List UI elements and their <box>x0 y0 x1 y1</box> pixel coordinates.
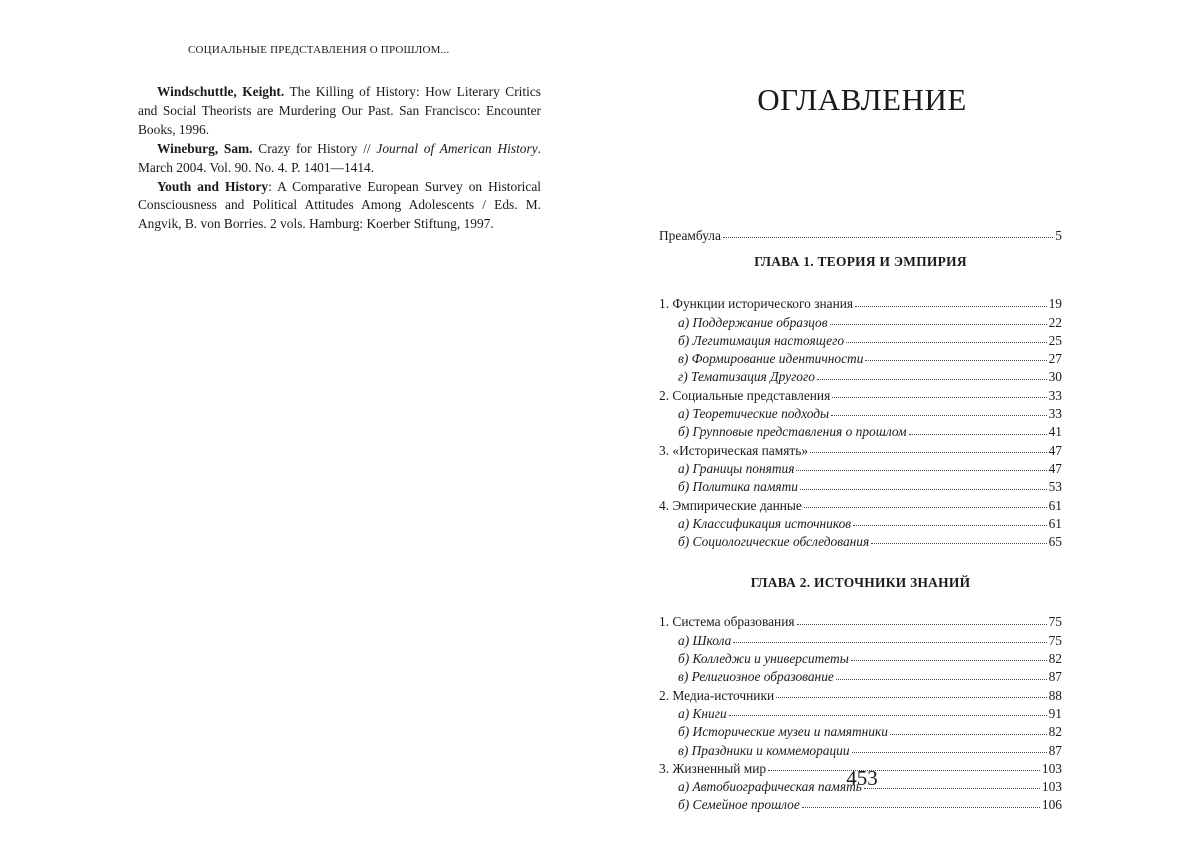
toc-entry <box>659 497 1062 515</box>
toc-entry-text: 3. Жизненный мир <box>659 760 767 776</box>
toc-entry-text: а) Границы понятия <box>678 460 795 476</box>
bib-author: Youth and History <box>157 178 269 194</box>
toc-entry <box>659 613 1062 631</box>
toc-entry-text: б) Групповые представления о прошлом <box>678 424 907 440</box>
toc-entry-text: а) Классификация источников <box>678 515 852 531</box>
toc-entry-text: б) Политика памяти <box>678 479 798 495</box>
toc-leader-dots <box>832 396 1046 398</box>
bib-text: Crazy for History // <box>252 140 377 156</box>
toc-leader-dots <box>909 433 1047 435</box>
toc-leader-dots <box>852 751 1047 753</box>
toc-entry-text: б) Легитимация настоящего <box>678 332 845 348</box>
toc-entry-text: в) Формирование идентичности <box>678 351 864 367</box>
chapter-2-heading: ГЛАВА 2. ИСТОЧНИКИ ЗНАНИЙ <box>750 575 971 591</box>
toc-entry-page: 33 <box>1048 406 1062 422</box>
toc-entry-page: 5 <box>1055 228 1062 243</box>
bibliography-entry <box>138 83 541 140</box>
toc-entry-page: 91 <box>1048 705 1062 721</box>
toc-entry-text: в) Религиозное образование <box>678 669 834 685</box>
toc-entry <box>659 650 1062 668</box>
toc-entry-text: б) Социологические обследования <box>678 534 870 550</box>
toc-entry <box>659 533 1062 551</box>
toc-entry <box>659 314 1062 332</box>
toc-leader-dots <box>890 733 1047 735</box>
chapter-1-entries <box>659 295 1062 551</box>
toc-entry-text: 2. Социальные представления <box>659 387 831 403</box>
toc-entry-page: 103 <box>1041 760 1062 776</box>
toc-entry-page: 33 <box>1048 387 1062 403</box>
toc-entry-text: г) Тематизация Другого <box>678 369 815 385</box>
toc-leader-dots <box>817 378 1047 380</box>
toc-entry-page: 61 <box>1048 497 1062 513</box>
toc-entry-page: 82 <box>1048 724 1062 740</box>
toc-entry-text: а) Школа <box>678 632 732 648</box>
toc-entry-page: 87 <box>1048 742 1062 758</box>
table-of-contents <box>659 227 1062 815</box>
toc-leader-dots <box>830 323 1047 325</box>
toc-entry <box>659 332 1062 350</box>
toc-leader-dots <box>776 696 1046 698</box>
toc-entry <box>659 295 1062 313</box>
toc-entry-preamble <box>659 227 1062 245</box>
toc-leader-dots <box>853 524 1046 526</box>
toc-entry-text: а) Теоретические подходы <box>678 406 830 422</box>
toc-entry <box>659 478 1062 496</box>
toc-entry-text: 1. Система образования <box>659 614 795 630</box>
toc-entry-page: 22 <box>1048 314 1062 330</box>
toc-leader-dots <box>804 506 1047 508</box>
toc-entry-text: а) Автобиографическая память <box>678 779 862 795</box>
toc-entry <box>659 405 1062 423</box>
toc-entry <box>659 442 1062 460</box>
bibliography <box>138 83 541 234</box>
toc-leader-dots <box>810 451 1047 453</box>
bib-text: : A Comparative European Survey on Historical Consciousness and Political Attitudes Among Adolescents / Eds. M. Angvik, B. von Borries. 2 vols. Hamburg: Koerber Stiftung, 1997. <box>138 178 541 232</box>
right-page <box>600 0 1200 848</box>
toc-entry <box>659 460 1062 478</box>
toc-entry <box>659 705 1062 723</box>
toc-leader-dots <box>846 341 1047 343</box>
toc-entry <box>659 742 1062 760</box>
toc-leader-dots <box>723 236 1053 238</box>
bib-author: Windschuttle, Keight. <box>157 84 285 99</box>
toc-title: ОГЛАВЛЕНИЕ <box>757 82 967 117</box>
toc-entry <box>659 796 1062 814</box>
toc-entry-page: 103 <box>1041 779 1062 795</box>
toc-entry <box>659 350 1062 368</box>
bibliography-entry <box>138 140 541 178</box>
toc-entry <box>659 423 1062 441</box>
toc-entry-page: 87 <box>1048 669 1062 685</box>
toc-entry-page: 61 <box>1048 515 1062 531</box>
toc-entry-text: 2. Медиа-источники <box>659 687 775 703</box>
toc-leader-dots <box>851 659 1047 661</box>
toc-entry-page: 25 <box>1048 332 1062 348</box>
toc-entry <box>659 723 1062 741</box>
bib-author: Wineburg, Sam. <box>157 140 253 156</box>
toc-leader-dots <box>865 359 1046 361</box>
toc-entry-page: 30 <box>1048 369 1062 385</box>
toc-entry <box>659 632 1062 650</box>
bib-text: The Killing of History: How Literary Critics and Social Theorists are Murdering Our Past. San Francisco: Encounter Books, 1996. <box>138 84 541 137</box>
toc-leader-dots <box>729 714 1047 716</box>
toc-entry-text: 1. Функции исторического знания <box>659 296 854 312</box>
toc-entry <box>659 668 1062 686</box>
toc-entry-text: а) Книги <box>678 705 727 721</box>
toc-leader-dots <box>855 305 1047 307</box>
toc-entry-page: 88 <box>1048 687 1062 703</box>
toc-leader-dots <box>802 806 1040 808</box>
toc-leader-dots <box>797 623 1047 625</box>
toc-entry-page: 65 <box>1048 534 1062 550</box>
toc-entry-page: 47 <box>1048 442 1062 458</box>
running-head: СОЦИАЛЬНЫЕ ПРЕДСТАВЛЕНИЯ О ПРОШЛОМ... <box>188 44 450 56</box>
toc-entry <box>659 368 1062 386</box>
toc-entry-page: 75 <box>1048 614 1062 630</box>
toc-entry-page: 19 <box>1048 296 1062 312</box>
toc-entry-page: 41 <box>1048 424 1062 440</box>
toc-entry <box>659 515 1062 533</box>
bibliography-entry <box>138 178 541 235</box>
page-number: 453 <box>846 766 878 790</box>
toc-entry-page: 27 <box>1048 351 1062 367</box>
toc-entry-page: 82 <box>1048 651 1062 667</box>
toc-entry-text: Преамбула <box>659 228 721 243</box>
bib-journal: Journal of American History <box>376 140 538 156</box>
toc-entry-text: 3. «Историческая память» <box>659 442 809 458</box>
toc-entry-page: 106 <box>1041 797 1062 813</box>
chapter-1-heading: ГЛАВА 1. ТЕОРИЯ И ЭМПИРИЯ <box>754 254 967 270</box>
toc-leader-dots <box>831 414 1047 416</box>
toc-entry-text: 4. Эмпирические данные <box>659 497 802 513</box>
toc-entry-text: б) Колледжи и университеты <box>678 651 849 667</box>
toc-entry-text: а) Поддержание образцов <box>678 314 828 330</box>
bib-text: . March 2004. Vol. 90. No. 4. P. 1401—1414. <box>138 140 542 175</box>
toc-entry-text: б) Исторические музеи и памятники <box>678 724 888 740</box>
toc-leader-dots <box>796 469 1046 471</box>
toc-leader-dots <box>871 542 1046 544</box>
toc-leader-dots <box>836 678 1047 680</box>
toc-entry-text: в) Праздники и коммеморации <box>678 742 850 758</box>
toc-leader-dots <box>800 488 1047 490</box>
toc-entry-text: б) Семейное прошлое <box>678 797 800 813</box>
toc-entry-page: 53 <box>1048 479 1062 495</box>
toc-leader-dots <box>733 641 1046 643</box>
toc-entry <box>659 687 1062 705</box>
toc-entry-page: 47 <box>1048 460 1062 476</box>
toc-entry <box>659 387 1062 405</box>
toc-entry-page: 75 <box>1048 632 1062 648</box>
